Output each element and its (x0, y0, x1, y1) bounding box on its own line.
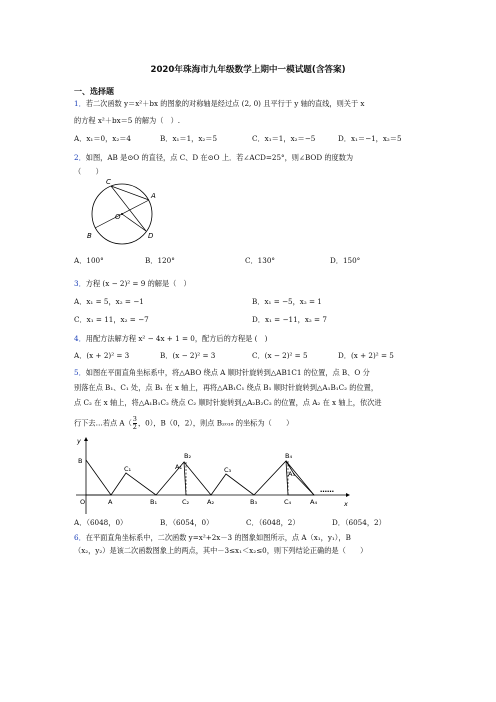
q5-line1 (74, 368, 370, 378)
q5-frac-num: 3 (132, 415, 137, 423)
fig5-dots: …… (320, 486, 334, 494)
q1-option-b[interactable]: B．x₁＝1，x₂＝5 (160, 134, 218, 143)
fig5-label-c3: C₃ (224, 466, 232, 474)
q6-line1 (74, 533, 351, 543)
fig5-label-o: O (80, 498, 86, 506)
fig5-label-a1: A₁ (175, 463, 183, 471)
fig5-label-b4: B₄ (285, 452, 293, 460)
fig5-label-b3: B₃ (250, 498, 258, 506)
q5-text4a: 行下去…若点 A（ (74, 418, 132, 428)
fig-label-o: O (115, 213, 121, 221)
fig5-label-c4: C₄ (284, 498, 292, 506)
q2-option-b[interactable]: B．120° (145, 256, 175, 265)
fig5-label-a2: A₂ (207, 498, 215, 506)
q1-option-a[interactable]: A．x₁＝0，x₂＝4 (74, 134, 131, 143)
q3-number: 3． (74, 279, 86, 288)
q2-line1 (74, 153, 353, 163)
q4-option-a[interactable]: A．(x + 2)² = 3 (74, 351, 130, 360)
q1-number: 1． (74, 99, 86, 108)
q4-number: 4． (74, 334, 86, 343)
rotation-figure (74, 436, 374, 516)
fig-label-d: D (148, 232, 154, 240)
fig5-label-c2: C₂ (182, 498, 190, 506)
q5-line4 (74, 416, 293, 431)
q4-option-c[interactable]: C．(x − 2)² = 5 (252, 351, 308, 360)
q1-option-c[interactable]: C．x₁＝1，x₂＝−5 (252, 134, 316, 143)
q5-line3: 点 C₂ 在 x 轴上，将△A₁B₁C₂ 绕点 C₂ 顺时针旋转到△A₂B₂C₂ 的位置，点 A₂ 在 x 轴上，依次进 (74, 398, 382, 407)
fig5-label-b: B (78, 457, 83, 465)
q3-option-b[interactable]: B．x₁ = −5，x₂ = 1 (252, 297, 322, 306)
q2-number: 2． (74, 153, 86, 162)
q2-option-a[interactable]: A．100° (74, 256, 104, 265)
fig-label-c: C (106, 178, 111, 186)
q3-text1: 方程 (x − 2)² = 9 的解是（ ） (85, 279, 191, 288)
q3-line1 (74, 279, 191, 289)
q5-option-a[interactable]: A．（6048，0） (74, 518, 128, 527)
section-heading: 一、选择题 (74, 87, 114, 96)
fig5-label-x: x (344, 500, 348, 508)
fig5-label-a3: A₃ (288, 470, 296, 478)
q2-option-d[interactable]: D．150° (330, 256, 361, 265)
q5-text4b: ，0），B（0，2），则点 B₂₀₁₈ 的坐标为（ ） (137, 418, 294, 428)
q1-line1 (74, 99, 364, 109)
q1-text1: 若二次函数 y＝x²＋bx 的图象的对称轴是经过点 (2, 0) 且平行于 y 轴的直线，则关于 x (85, 99, 365, 108)
q5-option-b[interactable]: B．（6054，0） (160, 518, 214, 527)
fig-label-b: B (87, 232, 92, 240)
q5-number: 5． (74, 368, 86, 377)
fig5-label-a: A (108, 498, 113, 506)
q2-option-c[interactable]: C．130° (245, 256, 275, 265)
q4-option-d[interactable]: D．(x + 2)² = 5 (338, 351, 394, 360)
q3-option-a[interactable]: A．x₁ = 5，x₂ = −1 (74, 297, 144, 306)
q5-option-c[interactable]: C．（6048，2） (246, 518, 300, 527)
q4-line1 (74, 334, 267, 344)
q4-option-b[interactable]: B．(x − 2)² = 3 (160, 351, 216, 360)
q5-fraction (133, 416, 137, 431)
fig5-label-c1: C₁ (124, 465, 132, 473)
q1-line2: 的方程 x²＋bx＝5 的解为（ ）. (74, 116, 181, 125)
q1-option-d[interactable]: D．x₁＝−1，x₂＝5 (338, 134, 402, 143)
q6-number: 6． (74, 533, 86, 542)
q5-option-d[interactable]: D．（6054，2） (332, 518, 386, 527)
q2-text1: 如图，AB 是⊙O 的直径，点 C、D 在⊙O 上．若∠ACD=25°，则∠BOD 的度数为 (85, 153, 354, 162)
fig5-label-b2: B₂ (184, 452, 192, 460)
q5-line2: 别落在点 B₁、C₁ 处，点 B₁ 在 x 轴上，再将△AB₁C₁ 绕点 B₁ 顺时针旋转到△A₁B₁C₂ 的位置， (74, 383, 379, 392)
circle-figure (72, 176, 164, 248)
q4-text1: 用配方法解方程 x² − 4x + 1 = 0，配方后的方程是 ( ) (85, 334, 268, 343)
q3-option-d[interactable]: D．x₁ = −11，x₂ = 7 (252, 315, 327, 324)
q5-frac-den: 2 (132, 423, 137, 431)
q3-option-c[interactable]: C．x₁ = 11，x₂ = −7 (74, 315, 149, 324)
q2-line2: （ ） (74, 167, 103, 176)
fig5-label-a4: A₄ (310, 498, 318, 506)
q5-text1: 如图在平面直角坐标系中，将△ABO 绕点 A 顺时针旋转到△AB1C1 的位置，点 B、O 分 (85, 368, 370, 377)
q6-line2: （x₂，y₂）是该二次函数图象上的两点，其中－3≤x₁＜x₂≤0，则下列结论正确的是（ ） (74, 546, 368, 555)
fig-label-a: A (151, 192, 156, 200)
q6-text1: 在平面直角坐标系中，二次函数 y=x²+2x－3 的图象如图所示，点 A（x₁，y₁），B (85, 533, 351, 542)
fig5-label-y: y (77, 437, 81, 445)
fig5-label-b1: B₁ (150, 498, 158, 506)
page-title: 2020年珠海市九年级数学上期中一模试题(含答案) (150, 65, 346, 75)
